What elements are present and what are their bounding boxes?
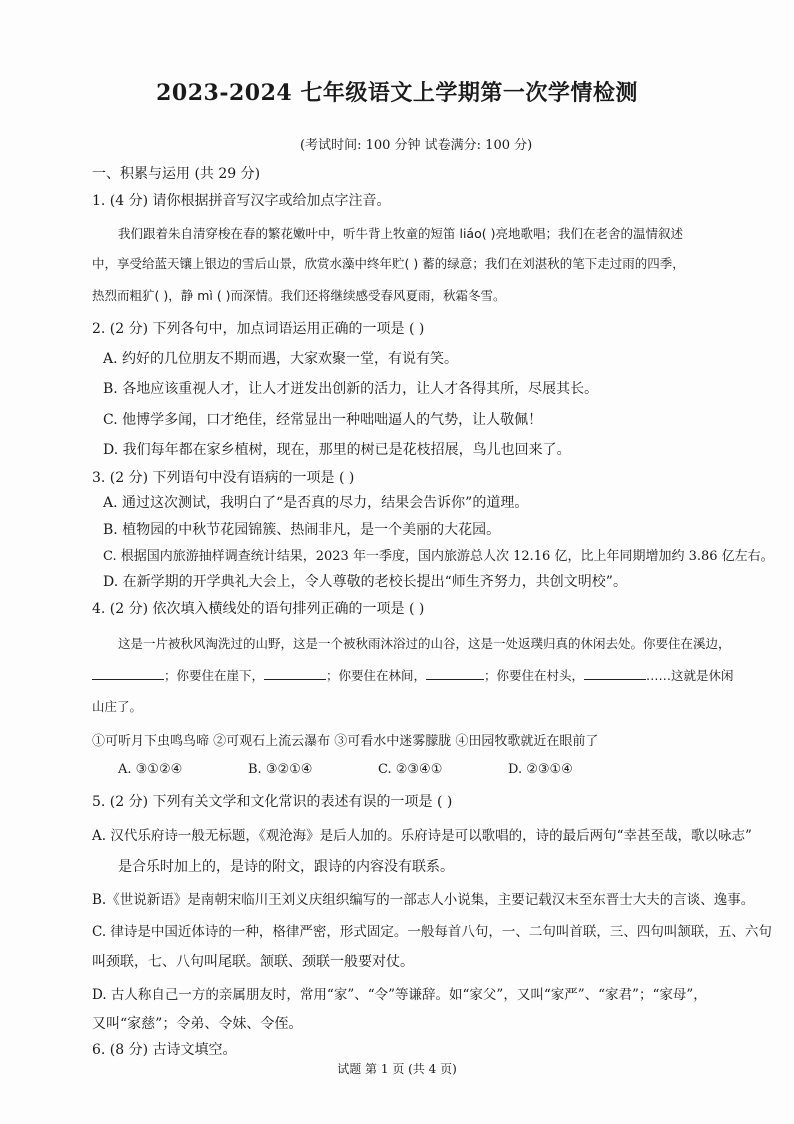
- q5-option-d-line-1: D. 古人称自己一方的亲属朋友时，常用“家”、“令”等谦辞。如“家父”，又叫“家严”、“家君”；“家母”，: [92, 987, 707, 1003]
- q5-option-b: B.《世说新语》是南朝宋临川王刘义庆组织编写的一部志人小说集，主要记载汉末至东晋士大夫的言谈、逸事。: [92, 892, 755, 908]
- q3-heading: 3. (2 分) 下列语句中没有语病的一项是 ( ): [92, 470, 355, 486]
- q4-passage-line-2: ；你要住在崖下， ；你要住在林间， ；你要住在村头， ……这就是休闲: [92, 666, 734, 684]
- q2-option-a: A. 约好的几位朋友不期而遇，大家欢聚一堂，有说有笑。: [103, 351, 459, 367]
- q6-heading: 6. (8 分) 古诗文填空。: [92, 1042, 237, 1058]
- q3-option-b: B. 植物园的中秋节花园锦簇、热闹非凡，是一个美丽的大花园。: [103, 522, 501, 538]
- fill-blank[interactable]: [264, 679, 326, 680]
- q2-option-b: B. 各地应该重视人才，让人才迸发出创新的活力，让人才各得其所，尽展其长。: [103, 381, 599, 397]
- q3-option-c: C. 根据国内旅游抽样调查统计结果，2023 年一季度，国内旅游总人次 12.16 亿，比上年同期增加约 3.86 亿左右。: [103, 549, 774, 564]
- q4-option-c: C. ②③④①: [378, 762, 443, 777]
- q5-option-d-line-2: 又叫“家慈”；令弟、令妹、令侄。: [92, 1016, 303, 1032]
- page-footer: 试题 第 1 页 (共 4 页): [337, 1062, 457, 1076]
- q1-line-2: 中，享受给蓝天镶上银边的雪后山景，欣赏水藻中终年贮( ) 蓄的绿意；我们在刘湛秋的笔下走过雨的四季，: [92, 256, 685, 271]
- q2-option-c: C. 他博学多闻，口才绝佳，经常显出一种咄咄逼人的气势，让人敬佩！: [103, 412, 543, 428]
- q2-option-d: D. 我们每年都在家乡植树，现在，那里的树已是花枝招展，鸟儿也回来了。: [103, 442, 571, 458]
- q4-options: [118, 762, 638, 777]
- q5-heading: 5. (2 分) 下列有关文学和文化常识的表述有误的一项是 ( ): [92, 794, 453, 810]
- exam-info: (考试时间: 100 分钟 试卷满分: 100 分): [300, 138, 533, 153]
- q1-line-1: 我们跟着朱自清穿梭在春的繁花嫩叶中，听牛背上牧童的短笛 liáo( )亮地歌唱；我们在老舍的温情叙述: [118, 226, 683, 241]
- q2-heading: 2. (2 分) 下列各句中，加点词语运用正确的一项是 ( ): [92, 321, 425, 337]
- q4-heading: 4. (2 分) 依次填入横线处的语句排列正确的一项是 ( ): [92, 601, 425, 617]
- q4-option-b: B. ③②①④: [248, 762, 313, 777]
- section-heading: 一、积累与运用 (共 29 分): [92, 166, 261, 182]
- q5-option-a-line-1: A. 汉代乐府诗一般无标题，《观沧海》是后人加的。乐府诗是可以歌唱的，诗的最后两句“幸甚至哉，歌以咏志”: [92, 828, 752, 844]
- q1-line-3: 热烈而粗犷( )，静 mì ( )而深情。我们还将继续感受春风夏雨，秋霜冬雪。: [92, 288, 506, 303]
- page-title: 2023-2024 七年级语文上学期第一次学情检测: [156, 80, 638, 106]
- q4-passage-line-1: 这是一片被秋风淘洗过的山野，这是一个被秋雨沐浴过的山谷，这是一处返璞归真的休闲去处。你要住在溪边，: [118, 636, 731, 651]
- q5-option-a-line-2: 是合乐时加上的，是诗的附文，跟诗的内容没有联系。: [118, 859, 454, 875]
- q3-option-a: A. 通过这次测试，我明白了“是否真的尽力，结果会告诉你”的道理。: [103, 495, 529, 511]
- q3-option-d: D. 在新学期的开学典礼大会上，令人尊敬的老校长提出“师生齐努力，共创文明校”。: [103, 574, 627, 590]
- fill-blank[interactable]: [426, 679, 484, 680]
- fill-blank[interactable]: [584, 679, 646, 680]
- q4-sentence-items: ①可听月下虫鸣鸟啼 ②可观石上流云瀑布 ③可看水中迷雾朦胧 ④田园牧歌就近在眼前了: [92, 734, 599, 749]
- q5-option-c-line-2: 叫颈联，七、八句叫尾联。颔联、颈联一般要对仗。: [92, 954, 414, 970]
- q5-option-c-line-1: C. 律诗是中国近体诗的一种，格律严密，形式固定。一般每首八句，一、二句叫首联，三、四句叫颔联，五、六句: [92, 924, 772, 940]
- q4-option-a: A. ③①②④: [118, 762, 183, 777]
- fill-blank[interactable]: [92, 679, 164, 680]
- q1-heading: 1. (4 分) 请你根据拼音写汉字或给加点字注音。: [92, 193, 391, 209]
- q4-passage-line-3: 山庄了。: [92, 699, 143, 714]
- q4-option-d: D. ②③①④: [508, 762, 573, 777]
